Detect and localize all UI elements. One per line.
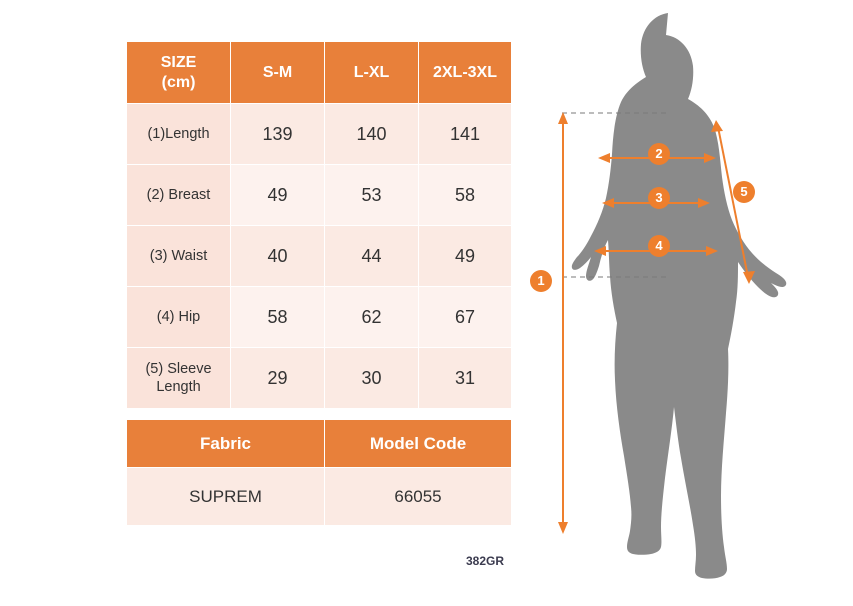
row-label-sleeve-line1: (5) Sleeve: [145, 360, 212, 377]
cell-waist-lxl: 44: [325, 226, 419, 287]
badge-5-sleeve-length: 5: [733, 181, 755, 203]
footer-value-model-code: 66055: [325, 468, 512, 526]
footer-value-fabric: SUPREM: [127, 468, 325, 526]
cell-hip-lxl: 62: [325, 287, 419, 348]
arrow-length: [558, 112, 568, 534]
size-table: [126, 41, 512, 526]
row-label-sleeve-length: [127, 348, 231, 409]
cell-sleeve-lxl: 30: [325, 348, 419, 409]
cell-sleeve-2xl3xl: 31: [419, 348, 512, 409]
header-col-sm: S-M: [231, 42, 325, 104]
row-label-breast: (2) Breast: [127, 165, 231, 226]
table-footer-value-row: [127, 468, 512, 526]
row-label-sleeve-line2: Length: [156, 379, 201, 395]
table-footer-header-row: [127, 420, 512, 468]
cell-sleeve-sm: 29: [231, 348, 325, 409]
header-size-unit: [127, 42, 231, 104]
header-size-line2: (cm): [161, 73, 196, 91]
row-label-hip: (4) Hip: [127, 287, 231, 348]
table-row: [127, 165, 512, 226]
table-header-row: [127, 42, 512, 104]
cell-breast-sm: 49: [231, 165, 325, 226]
product-code-tag: 382GR: [466, 554, 505, 568]
badge-3-waist: 3: [648, 187, 670, 209]
header-col-2xl3xl: 2XL-3XL: [419, 42, 512, 104]
table-row: [127, 104, 512, 165]
badge-4-hip: 4: [648, 235, 670, 257]
cell-breast-2xl3xl: 58: [419, 165, 512, 226]
cell-hip-2xl3xl: 67: [419, 287, 512, 348]
cell-breast-lxl: 53: [325, 165, 419, 226]
table-row: [127, 287, 512, 348]
cell-length-2xl3xl: 141: [419, 104, 512, 165]
footer-header-model-code: Model Code: [325, 420, 512, 468]
row-label-waist: (3) Waist: [127, 226, 231, 287]
cell-waist-sm: 40: [231, 226, 325, 287]
table-spacer-cell: [127, 409, 512, 420]
silhouette-body-icon: [572, 13, 786, 579]
table-row: [127, 348, 512, 409]
footer-header-fabric: Fabric: [127, 420, 325, 468]
badge-1-length: 1: [530, 270, 552, 292]
female-silhouette-svg: [520, 0, 853, 606]
badge-2-breast: 2: [648, 143, 670, 165]
cell-hip-sm: 58: [231, 287, 325, 348]
cell-length-lxl: 140: [325, 104, 419, 165]
table-row: [127, 226, 512, 287]
table-spacer-row: [127, 409, 512, 420]
header-col-lxl: L-XL: [325, 42, 419, 104]
cell-waist-2xl3xl: 49: [419, 226, 512, 287]
row-label-length: (1)Length: [127, 104, 231, 165]
measurement-figure: [520, 0, 853, 606]
header-size-line1: SIZE: [160, 54, 197, 72]
cell-length-sm: 139: [231, 104, 325, 165]
